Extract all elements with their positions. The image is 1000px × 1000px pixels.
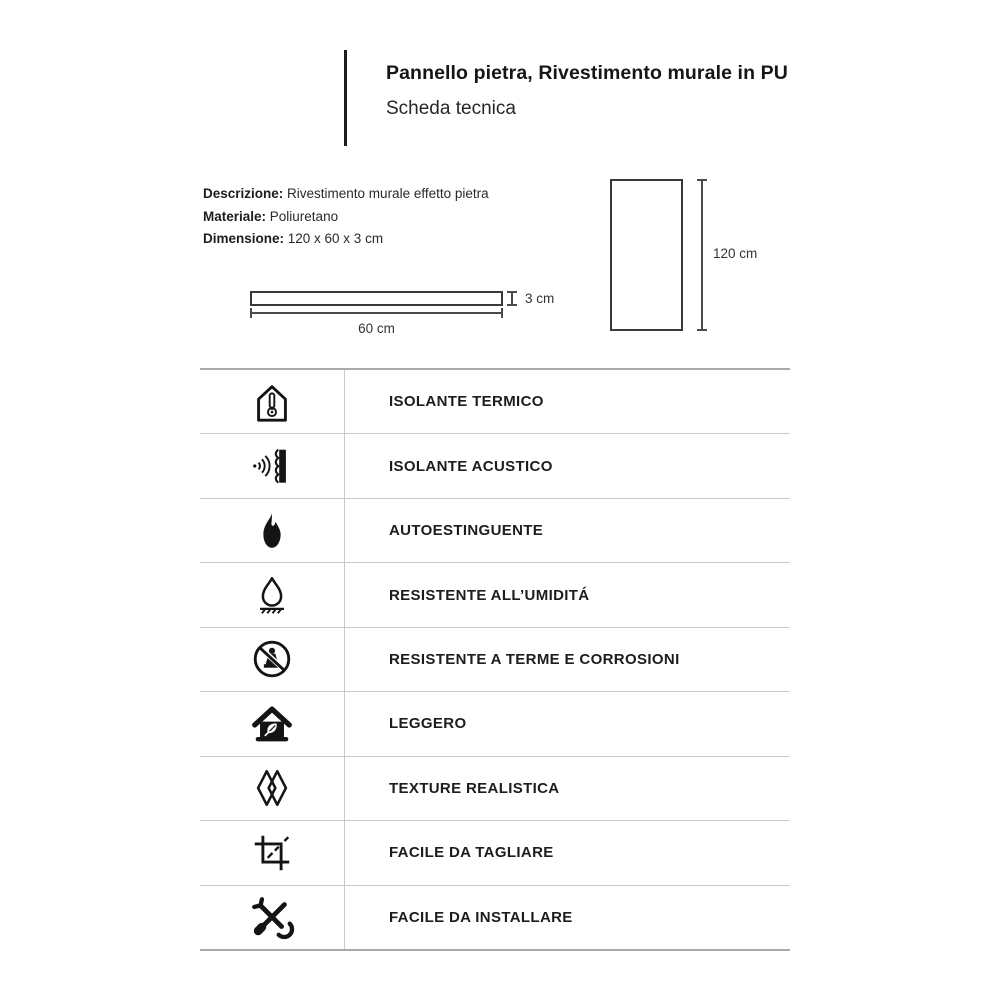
feature-row-leggero bbox=[200, 692, 790, 756]
spec-label: Dimensione: bbox=[203, 231, 285, 246]
feature-label: FACILE DA TAGLIARE bbox=[389, 844, 554, 862]
feature-icon-cell bbox=[200, 886, 345, 949]
height-measure-line bbox=[701, 179, 703, 331]
spec-value: Poliuretano bbox=[266, 208, 339, 224]
thickness-measure bbox=[507, 291, 517, 306]
width-measure-line bbox=[250, 312, 503, 314]
water-drop-icon bbox=[249, 572, 295, 618]
crop-icon bbox=[249, 830, 295, 876]
no-termites-icon bbox=[249, 636, 295, 682]
spec-list bbox=[203, 183, 489, 251]
page-subtitle: Scheda tecnica bbox=[386, 98, 516, 119]
sound-absorption-icon bbox=[249, 443, 295, 489]
feature-label: TEXTURE REALISTICA bbox=[389, 779, 560, 797]
flame-icon bbox=[249, 508, 295, 554]
feature-row-autoestinguente bbox=[200, 499, 790, 563]
feature-icon-cell bbox=[200, 692, 345, 755]
feature-icon-cell bbox=[200, 821, 345, 884]
tools-icon bbox=[249, 894, 295, 940]
feature-row-texture-realistica bbox=[200, 757, 790, 821]
feature-row-isolante-acustico bbox=[200, 434, 790, 498]
spec-line-materiale bbox=[203, 206, 489, 229]
thickness-label: 3 cm bbox=[525, 291, 555, 306]
features-table bbox=[200, 368, 790, 951]
feature-row-facile-tagliare bbox=[200, 821, 790, 885]
feature-icon-cell bbox=[200, 370, 345, 433]
spec-label: Descrizione: bbox=[203, 186, 284, 201]
feature-icon-cell bbox=[200, 757, 345, 820]
feature-row-isolante-termico bbox=[200, 370, 790, 434]
panel-side-view bbox=[250, 291, 503, 306]
feature-label: ISOLANTE ACUSTICO bbox=[389, 457, 553, 475]
feature-label: ISOLANTE TERMICO bbox=[389, 393, 544, 411]
page-title: Pannello pietra, Rivestimento murale in PU bbox=[386, 62, 788, 84]
feature-icon-cell bbox=[200, 499, 345, 562]
feature-label: AUTOESTINGUENTE bbox=[389, 522, 544, 540]
texture-diamonds-icon bbox=[249, 765, 295, 811]
feature-label: LEGGERO bbox=[389, 715, 467, 733]
height-measure-tick bbox=[697, 329, 707, 331]
spec-line-descrizione bbox=[203, 183, 489, 206]
spec-value: Rivestimento murale effetto pietra bbox=[283, 186, 489, 201]
house-thermometer-icon bbox=[249, 379, 295, 425]
spec-line-dimensione bbox=[203, 228, 489, 251]
spec-value: 120 x 60 x 3 cm bbox=[284, 231, 384, 246]
width-label: 60 cm bbox=[358, 321, 395, 336]
spec-label: Materiale: bbox=[203, 208, 267, 224]
feature-row-resistente-terme bbox=[200, 628, 790, 692]
height-label: 120 cm bbox=[713, 246, 758, 261]
feature-icon-cell bbox=[200, 563, 345, 626]
feature-row-facile-installare bbox=[200, 886, 790, 949]
feature-row-resistente-umidita bbox=[200, 563, 790, 627]
house-feather-icon bbox=[249, 701, 295, 747]
feature-label: RESISTENTE A TERME E CORROSIONI bbox=[389, 650, 680, 668]
header-accent-bar bbox=[344, 50, 347, 146]
feature-label: FACILE DA INSTALLARE bbox=[389, 908, 573, 926]
feature-icon-cell bbox=[200, 434, 345, 497]
panel-front-view bbox=[610, 179, 683, 331]
feature-icon-cell bbox=[200, 628, 345, 691]
feature-label: RESISTENTE ALL’UMIDITÁ bbox=[389, 586, 590, 604]
